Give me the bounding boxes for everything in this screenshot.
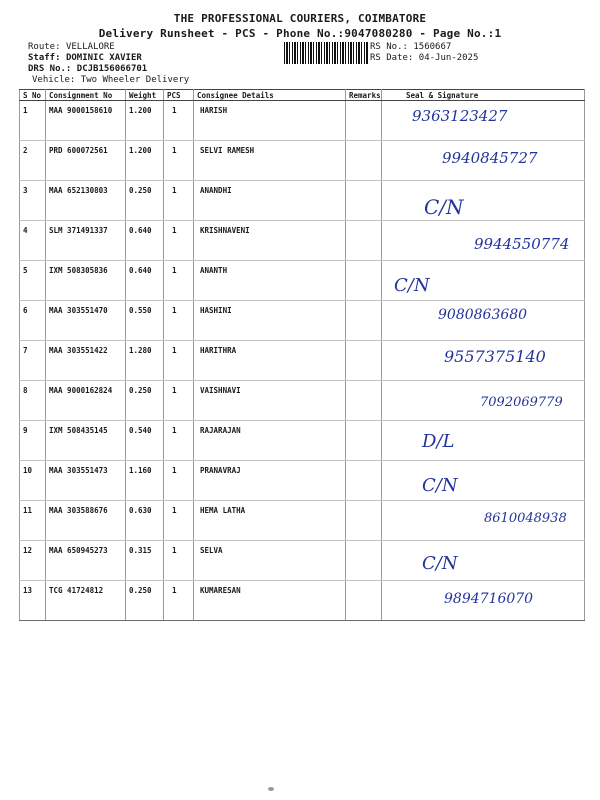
handwritten-signature: 9944550774 <box>474 235 570 253</box>
cell-remarks <box>346 141 382 181</box>
cell-pcs: 1 <box>164 501 194 541</box>
handwritten-signature: 9557375140 <box>444 347 546 366</box>
cell-sno: 2 <box>20 141 46 181</box>
cell-weight: 1.200 <box>126 141 164 181</box>
cell-consignee: ANANDHI <box>194 181 346 221</box>
cell-remarks <box>346 461 382 501</box>
cell-remarks <box>346 341 382 381</box>
cell-consignment: IXM 508305836 <box>46 261 126 301</box>
cell-consignee: HARITHRA <box>194 341 346 381</box>
drs-label: DRS No.: <box>28 64 72 74</box>
cell-sno: 11 <box>20 501 46 541</box>
cell-weight: 0.550 <box>126 301 164 341</box>
route-line <box>28 42 115 52</box>
barcode <box>284 42 368 64</box>
table-row <box>20 141 585 181</box>
vehicle-value: Two Wheeler Delivery <box>80 75 190 85</box>
cell-signature <box>382 101 585 141</box>
table-row <box>20 461 585 501</box>
cell-pcs: 1 <box>164 221 194 261</box>
drs-line <box>28 64 147 74</box>
cell-pcs: 1 <box>164 141 194 181</box>
table-row <box>20 301 585 341</box>
cell-weight: 1.160 <box>126 461 164 501</box>
cell-consignee: SELVI RAMESH <box>194 141 346 181</box>
cell-signature <box>382 421 585 461</box>
table-row <box>20 341 585 381</box>
cell-consignee: RAJARAJAN <box>194 421 346 461</box>
cell-consignment: MAA 9000162824 <box>46 381 126 421</box>
cell-remarks <box>346 541 382 581</box>
cell-sno: 9 <box>20 421 46 461</box>
cell-sno: 13 <box>20 581 46 621</box>
cell-weight: 0.315 <box>126 541 164 581</box>
rs-date-line <box>370 53 478 63</box>
cell-weight: 0.640 <box>126 221 164 261</box>
cell-consignment: MAA 303551470 <box>46 301 126 341</box>
cell-consignment: MAA 652130803 <box>46 181 126 221</box>
table-row <box>20 421 585 461</box>
cell-remarks <box>346 501 382 541</box>
cell-remarks <box>346 101 382 141</box>
runsheet-title: Delivery Runsheet - PCS - Phone No.:9047080280 - Page No.:1 <box>98 27 502 40</box>
table-header-row <box>20 90 585 101</box>
route-value: VELLALORE <box>65 42 115 52</box>
cell-consignment: IXM 508435145 <box>46 421 126 461</box>
company-title: THE PROFESSIONAL COURIERS, COIMBATORE <box>173 12 427 25</box>
cell-pcs: 1 <box>164 101 194 141</box>
route-label: Route: <box>28 42 61 52</box>
staff-label: Staff: <box>28 53 61 63</box>
cell-sno: 12 <box>20 541 46 581</box>
cell-sno: 7 <box>20 341 46 381</box>
cell-consignee: HARISH <box>194 101 346 141</box>
cell-remarks <box>346 421 382 461</box>
cell-consignee: PRANAVRAJ <box>194 461 346 501</box>
cell-consignment: TCG 41724812 <box>46 581 126 621</box>
cell-consignee: KUMARESAN <box>194 581 346 621</box>
cell-signature <box>382 181 585 221</box>
handwritten-signature: 9363123427 <box>412 107 508 125</box>
cell-signature <box>382 341 585 381</box>
cell-consignment: MAA 9000158610 <box>46 101 126 141</box>
table-body <box>20 101 585 621</box>
vehicle-label: Vehicle: <box>32 75 76 85</box>
cell-weight: 0.250 <box>126 381 164 421</box>
table-row <box>20 501 585 541</box>
page-mark <box>268 787 274 791</box>
cell-weight: 0.250 <box>126 581 164 621</box>
col-header-sno: S No <box>20 90 46 101</box>
cell-remarks <box>346 221 382 261</box>
table-row <box>20 101 585 141</box>
cell-sno: 3 <box>20 181 46 221</box>
cell-signature <box>382 461 585 501</box>
table-row <box>20 381 585 421</box>
col-header-pcs: PCS <box>164 90 194 101</box>
handwritten-signature: C/N <box>394 275 430 296</box>
cell-pcs: 1 <box>164 181 194 221</box>
cell-consignee: HEMA LATHA <box>194 501 346 541</box>
cell-weight: 0.540 <box>126 421 164 461</box>
cell-consignment: MAA 303551473 <box>46 461 126 501</box>
cell-weight: 1.280 <box>126 341 164 381</box>
cell-pcs: 1 <box>164 301 194 341</box>
handwritten-signature: D/L <box>422 431 455 452</box>
rs-no-label: RS No.: <box>370 42 408 52</box>
handwritten-signature: 9894716070 <box>444 591 534 607</box>
cell-signature <box>382 261 585 301</box>
cell-consignee: VAISHNAVI <box>194 381 346 421</box>
cell-remarks <box>346 301 382 341</box>
delivery-table <box>19 89 584 621</box>
cell-sno: 6 <box>20 301 46 341</box>
rs-date-label: RS Date: <box>370 53 414 63</box>
cell-sno: 8 <box>20 381 46 421</box>
handwritten-signature: C/N <box>422 553 458 574</box>
cell-sno: 10 <box>20 461 46 501</box>
cell-consignee: KRISHNAVENI <box>194 221 346 261</box>
handwritten-signature: 8610048938 <box>484 511 567 526</box>
cell-signature <box>382 141 585 181</box>
cell-remarks <box>346 581 382 621</box>
staff-line <box>28 53 142 63</box>
cell-signature <box>382 301 585 341</box>
cell-weight: 1.200 <box>126 101 164 141</box>
col-header-remarks: Remarks <box>346 90 382 101</box>
cell-consignee: HASHINI <box>194 301 346 341</box>
staff-value: DOMINIC XAVIER <box>65 53 142 63</box>
cell-remarks <box>346 181 382 221</box>
col-header-consignment: Consignment No <box>46 90 126 101</box>
cell-signature <box>382 581 585 621</box>
cell-weight: 0.630 <box>126 501 164 541</box>
cell-pcs: 1 <box>164 421 194 461</box>
vehicle-line <box>32 75 189 85</box>
cell-weight: 0.640 <box>126 261 164 301</box>
drs-value: DCJB156066701 <box>76 64 148 74</box>
cell-pcs: 1 <box>164 461 194 501</box>
cell-signature <box>382 381 585 421</box>
handwritten-signature: 9080863680 <box>438 307 528 323</box>
table-row <box>20 581 585 621</box>
cell-consignee: SELVA <box>194 541 346 581</box>
cell-consignee: ANANTH <box>194 261 346 301</box>
cell-signature <box>382 501 585 541</box>
cell-signature <box>382 221 585 261</box>
cell-remarks <box>346 261 382 301</box>
cell-sno: 1 <box>20 101 46 141</box>
cell-consignment: PRD 600072561 <box>46 141 126 181</box>
cell-consignment: SLM 371491337 <box>46 221 126 261</box>
cell-pcs: 1 <box>164 541 194 581</box>
cell-remarks <box>346 381 382 421</box>
cell-pcs: 1 <box>164 381 194 421</box>
cell-pcs: 1 <box>164 581 194 621</box>
handwritten-signature: C/N <box>424 195 464 219</box>
table-row <box>20 181 585 221</box>
rs-date-value: 04-Jun-2025 <box>418 53 479 63</box>
cell-signature <box>382 541 585 581</box>
handwritten-signature: 7092069779 <box>480 395 563 410</box>
table-row <box>20 221 585 261</box>
cell-consignment: MAA 303588676 <box>46 501 126 541</box>
table-row <box>20 541 585 581</box>
cell-sno: 4 <box>20 221 46 261</box>
cell-weight: 0.250 <box>126 181 164 221</box>
rs-no-value: 1560667 <box>413 42 452 52</box>
cell-consignment: MAA 303551422 <box>46 341 126 381</box>
handwritten-signature: C/N <box>422 475 458 496</box>
table-row <box>20 261 585 301</box>
cell-pcs: 1 <box>164 341 194 381</box>
col-header-weight: Weight <box>126 90 164 101</box>
rs-no-line <box>370 42 451 52</box>
handwritten-signature: 9940845727 <box>442 149 538 167</box>
cell-consignment: MAA 650945273 <box>46 541 126 581</box>
col-header-consignee: Consignee Details <box>194 90 346 101</box>
cell-sno: 5 <box>20 261 46 301</box>
cell-pcs: 1 <box>164 261 194 301</box>
col-header-signature: Seal & Signature <box>382 90 585 101</box>
